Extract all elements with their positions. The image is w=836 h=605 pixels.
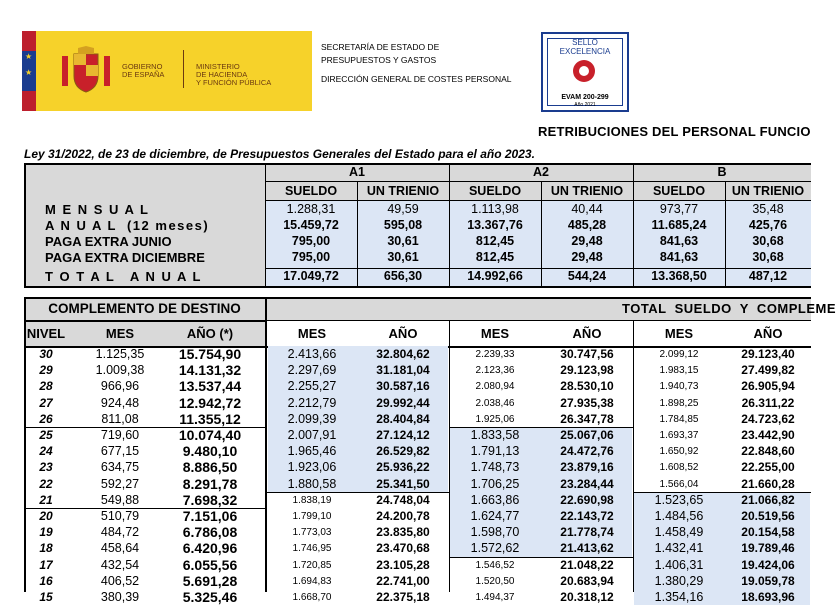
group-header: A1 [349, 165, 365, 179]
nivel-cell: 18 [39, 541, 53, 556]
total-anio-cell: 23.879,16 [560, 460, 614, 475]
destino-mes-cell: 432,54 [100, 557, 140, 572]
gobierno-label: GOBIERNO DE ESPAÑA [122, 62, 165, 79]
trienio-column-header: UN TRIENIO [366, 183, 440, 198]
destino-anio-cell: 7.698,32 [182, 491, 238, 508]
star-icon: ★ [25, 52, 33, 61]
total-mes-cell: 2.255,27 [287, 379, 337, 394]
anio-column-header: AÑO (*) [186, 325, 234, 341]
total-anio-header: AÑO [388, 325, 418, 341]
total-mes-cell: 1.520,50 [475, 575, 515, 587]
total-mes-cell: 2.099,12 [659, 349, 699, 360]
destino-anio-cell: 5.325,46 [182, 589, 238, 605]
destino-anio-cell: 6.055,56 [182, 556, 238, 573]
total-anio-cell: 24.748,04 [376, 492, 430, 507]
nivel-cell: 30 [39, 347, 53, 361]
table-rule [265, 200, 811, 201]
destino-anio-cell: 12.942,72 [178, 394, 242, 411]
destino-mes-cell: 811,08 [101, 411, 139, 426]
destino-anio-cell: 8.886,50 [182, 459, 238, 476]
nivel-cell: 23 [39, 460, 53, 475]
total-anio-cell: 26.905,94 [741, 379, 795, 394]
total-anio-header: AÑO [572, 325, 602, 341]
total-anio-header: AÑO [753, 325, 783, 341]
salary-value: 841,63 [659, 250, 699, 264]
destino-mes-cell: 549,88 [100, 492, 140, 507]
total-mes-cell: 1.668,70 [292, 592, 332, 603]
total-anio-cell: 25.067,06 [560, 428, 614, 442]
total-anio-cell: 20.519,56 [741, 509, 795, 523]
salary-value: 29,48 [571, 250, 603, 264]
total-anio-cell: 24.723,62 [741, 411, 795, 426]
destino-mes-cell: 592,27 [100, 476, 140, 491]
nivel-cell: 22 [39, 476, 53, 491]
salary-row-label: PAGA EXTRA JUNIO [45, 234, 172, 249]
destino-anio-cell: 13.537,44 [178, 378, 242, 395]
destino-mes-cell: 677,15 [100, 444, 140, 459]
total-mes-cell: 2.080,94 [475, 381, 515, 393]
total-anio-cell: 22.690,98 [560, 492, 614, 507]
salary-row-label: PAGA EXTRA DICIEMBRE [45, 250, 205, 265]
salary-value: 49,59 [387, 202, 419, 216]
total-anio-cell: 32.804,62 [376, 347, 430, 361]
total-anio-cell: 22.741,00 [376, 573, 430, 588]
total-mes-cell: 1.406,31 [654, 557, 704, 572]
destino-mes-cell: 1.125,35 [95, 347, 145, 361]
destino-mes-cell: 634,75 [100, 460, 140, 475]
destino-mes-cell: 458,64 [100, 541, 140, 556]
salary-value: 812,45 [475, 234, 515, 248]
salary-value: 30,61 [387, 250, 419, 264]
total-mes-cell: 1.694,83 [292, 575, 332, 587]
destino-anio-cell: 9.480,10 [182, 443, 238, 460]
sueldo-column-header: SUELDO [652, 183, 706, 198]
total-mes-cell: 1.432,41 [654, 541, 704, 556]
total-anio-cell: 21.660,28 [741, 476, 795, 491]
nivel-cell: 19 [39, 525, 53, 540]
total-mes-cell: 1.663,86 [470, 492, 520, 507]
total-mes-cell: 1.923,06 [287, 460, 337, 475]
total-anio-cell: 19.424,06 [741, 557, 795, 572]
salary-value: 795,00 [291, 234, 331, 248]
sueldo-column-header: SUELDO [284, 183, 338, 198]
total-anio-cell: 20.318,12 [560, 590, 614, 604]
destino-anio-cell: 15.754,90 [178, 346, 242, 362]
total-anio-cell: 23.470,68 [376, 541, 430, 556]
destino-mes-cell: 1.009,38 [95, 363, 145, 378]
total-anio-cell: 29.992,44 [376, 395, 430, 410]
salary-row-label: A N U A L (12 meses) [45, 218, 210, 233]
nivel-cell: 17 [39, 557, 53, 572]
destino-anio-cell: 14.131,32 [178, 362, 242, 379]
total-mes-cell: 1.983,15 [659, 365, 699, 377]
salary-value: 425,76 [748, 218, 788, 232]
salary-value: 15.459,72 [283, 218, 339, 232]
salary-value: 13.367,76 [467, 218, 523, 232]
total-mes-cell: 1.925,06 [475, 413, 515, 425]
total-mes-cell: 2.038,46 [475, 397, 515, 409]
total-mes-header: MES [480, 325, 510, 341]
total-anio-cell: 28.404,84 [376, 411, 430, 426]
total-mes-cell: 1.494,37 [475, 592, 515, 603]
total-anio-cell: 23.442,90 [741, 428, 795, 442]
total-mes-cell: 2.099,39 [287, 411, 337, 426]
nivel-cell: 28 [39, 379, 53, 394]
total-anio-cell: 29.123,40 [741, 347, 795, 361]
total-mes-cell: 2.239,33 [475, 349, 515, 360]
total-mes-cell: 1.940,73 [659, 381, 699, 393]
nivel-cell: 29 [39, 363, 53, 378]
salary-value: 17.049,72 [283, 269, 339, 283]
total-anio-cell: 26.311,22 [741, 395, 795, 410]
law-reference: Ley 31/2022, de 23 de diciembre, de Presupuestos Generales del Estado para el año 2023. [24, 147, 535, 161]
total-mes-cell: 1.624,77 [470, 509, 520, 523]
total-mes-cell: 1.746,95 [292, 543, 332, 555]
total-anio-cell: 26.347,78 [560, 411, 614, 426]
total-anio-cell: 21.413,62 [560, 541, 614, 556]
salary-value: 1.288,31 [286, 202, 336, 216]
nivel-cell: 20 [39, 509, 53, 523]
destino-anio-cell: 11.355,12 [179, 410, 241, 427]
logo-separator [183, 50, 184, 88]
total-mes-cell: 1.965,46 [287, 444, 337, 459]
nivel-cell: 26 [39, 411, 53, 426]
document-title: RETRIBUCIONES DEL PERSONAL FUNCIO [538, 124, 811, 139]
total-anio-cell: 21.066,82 [741, 492, 795, 507]
total-title: TOTAL SUELDO Y COMPLEME [622, 301, 836, 316]
salary-value: 35,48 [752, 202, 784, 216]
mes-column-header: MES [105, 325, 135, 341]
trienio-column-header: UN TRIENIO [731, 183, 805, 198]
total-anio-cell: 19.789,46 [741, 541, 795, 556]
total-mes-cell: 1.572,62 [470, 541, 520, 556]
salary-value: 795,00 [291, 250, 331, 264]
salary-value: 11.685,24 [651, 218, 707, 232]
total-mes-cell: 1.791,13 [470, 444, 520, 459]
total-mes-header: MES [297, 325, 327, 341]
total-anio-cell: 22.375,18 [376, 590, 430, 604]
coat-of-arms-icon [60, 46, 112, 94]
destino-mes-cell: 406,52 [100, 573, 140, 588]
salary-value: 30,68 [752, 234, 784, 248]
total-anio-cell: 18.693,96 [741, 590, 795, 604]
star-icon: ★ [25, 68, 33, 77]
destino-anio-cell: 7.151,06 [182, 508, 238, 524]
destino-mes-cell: 380,39 [100, 590, 140, 604]
total-mes-cell: 1.880,58 [287, 476, 337, 491]
total-anio-cell: 29.123,98 [560, 363, 614, 378]
total-mes-cell: 1.799,10 [292, 511, 332, 522]
destino-mes-cell: 510,79 [100, 509, 140, 523]
salary-value: 841,63 [659, 234, 699, 248]
total-anio-cell: 25.936,22 [376, 460, 430, 475]
destino-anio-cell: 8.291,78 [182, 475, 238, 492]
total-anio-cell: 20.683,94 [560, 573, 614, 588]
total-anio-cell: 23.105,28 [376, 557, 430, 572]
total-mes-cell: 1.458,49 [654, 525, 704, 540]
total-mes-header: MES [664, 325, 694, 341]
total-mes-cell: 2.007,91 [287, 428, 337, 442]
total-mes-cell: 2.123,36 [475, 365, 515, 377]
group-header: B [717, 165, 727, 179]
destino-mes-cell: 484,72 [100, 525, 140, 540]
salary-value: 656,30 [383, 269, 423, 283]
destino-title: COMPLEMENTO DE DESTINO [48, 301, 241, 316]
nivel-column-header: NIVEL [26, 325, 66, 341]
group-header: A2 [533, 165, 549, 179]
salary-value: 30,68 [752, 250, 784, 264]
total-mes-cell: 1.380,29 [654, 573, 704, 588]
salary-value: 544,24 [567, 269, 607, 283]
total-anio-cell: 30.587,16 [376, 379, 430, 394]
salary-value: 812,45 [475, 250, 515, 264]
total-mes-cell: 2.413,66 [287, 347, 337, 361]
total-mes-cell: 1.773,03 [292, 527, 332, 539]
nivel-cell: 27 [39, 395, 53, 410]
ministry-label: MINISTERIO DE HACIENDA Y FUNCIÓN PÚBLICA [196, 62, 272, 87]
total-mes-cell: 1.720,85 [292, 559, 332, 571]
destino-mes-cell: 924,48 [100, 395, 140, 410]
sueldo-column-header: SUELDO [468, 183, 522, 198]
total-mes-cell: 1.598,70 [470, 525, 520, 540]
total-anio-cell: 20.154,58 [741, 525, 795, 540]
salary-value: 14.992,66 [467, 269, 523, 283]
destino-anio-cell: 6.786,08 [182, 524, 238, 541]
total-anio-cell: 21.048,22 [560, 557, 614, 572]
destino-mes-cell: 719,60 [100, 428, 140, 442]
destino-mes-cell: 966,96 [100, 379, 140, 394]
total-mes-cell: 1.523,65 [654, 492, 704, 507]
total-anio-cell: 28.530,10 [560, 379, 614, 394]
salary-row-label: T O T A L A N U A L [45, 269, 202, 284]
total-mes-cell: 1.898,25 [659, 397, 699, 409]
total-anio-cell: 19.059,78 [741, 573, 795, 588]
total-mes-cell: 2.297,69 [287, 363, 337, 378]
destino-anio-cell: 10.074,40 [178, 427, 242, 443]
total-anio-cell: 23.835,80 [376, 525, 430, 540]
salary-value: 973,77 [659, 202, 699, 216]
nivel-cell: 21 [39, 492, 53, 507]
nivel-cell: 24 [39, 444, 53, 459]
total-mes-cell: 1.608,52 [659, 462, 699, 474]
total-anio-cell: 22.255,00 [741, 460, 795, 475]
total-anio-cell: 22.143,72 [560, 509, 614, 523]
trienio-column-header: UN TRIENIO [550, 183, 624, 198]
total-mes-cell: 1.484,56 [654, 509, 704, 523]
total-anio-cell: 24.472,76 [560, 444, 614, 459]
total-mes-cell: 1.354,16 [654, 590, 704, 604]
total-anio-cell: 24.200,78 [376, 509, 430, 523]
secretaria-text: SECRETARÍA DE ESTADO DE PRESUPUESTOS Y GASTOS DIRECCIÓN GENERAL DE COSTES PERSONAL [321, 42, 512, 84]
salary-value: 13.368,50 [651, 269, 707, 283]
total-mes-cell: 1.546,52 [475, 559, 515, 571]
total-mes-cell: 1.566,04 [659, 478, 699, 490]
total-mes-cell: 1.833,58 [470, 428, 520, 442]
total-anio-cell: 21.778,74 [560, 525, 614, 540]
total-anio-cell: 27.124,12 [376, 428, 430, 442]
excelencia-logo-icon [573, 60, 595, 82]
salary-value: 30,61 [387, 234, 419, 248]
nivel-cell: 15 [39, 590, 53, 604]
table-rule [24, 286, 811, 288]
total-mes-cell: 2.212,79 [287, 395, 337, 410]
total-anio-cell: 22.848,60 [741, 444, 795, 459]
total-mes-cell: 1.693,37 [659, 430, 699, 441]
total-anio-cell: 31.181,04 [376, 363, 430, 378]
nivel-cell: 25 [39, 428, 53, 442]
total-anio-cell: 27.935,38 [560, 395, 614, 410]
salary-value: 595,08 [383, 218, 423, 232]
nivel-cell: 16 [39, 573, 53, 588]
destino-anio-cell: 6.420,96 [182, 540, 238, 557]
total-mes-cell: 1.650,92 [659, 446, 699, 458]
total-anio-cell: 25.341,50 [376, 476, 430, 491]
salary-value: 40,44 [571, 202, 603, 216]
salary-value: 29,48 [571, 234, 603, 248]
salary-row-label: M E N S U A L [45, 202, 150, 217]
total-mes-cell: 1.706,25 [470, 476, 520, 491]
total-anio-cell: 30.747,56 [560, 347, 614, 361]
total-mes-cell: 1.838,19 [292, 494, 332, 506]
salary-value: 485,28 [567, 218, 607, 232]
sello-excelencia-badge: SELLO EXCELENCIA EVAM 200-299 Año 2021 [541, 32, 629, 112]
total-mes-cell: 1.748,73 [470, 460, 520, 475]
total-anio-cell: 23.284,44 [560, 476, 614, 491]
salary-value: 1.113,98 [471, 202, 519, 216]
total-anio-cell: 26.529,82 [376, 444, 430, 459]
table-rule [267, 297, 811, 299]
destino-anio-cell: 5.691,28 [182, 572, 238, 589]
total-anio-cell: 27.499,82 [741, 363, 795, 378]
table-rule [24, 163, 26, 286]
total-mes-cell: 1.784,85 [659, 413, 699, 425]
salary-value: 487,12 [748, 269, 788, 283]
